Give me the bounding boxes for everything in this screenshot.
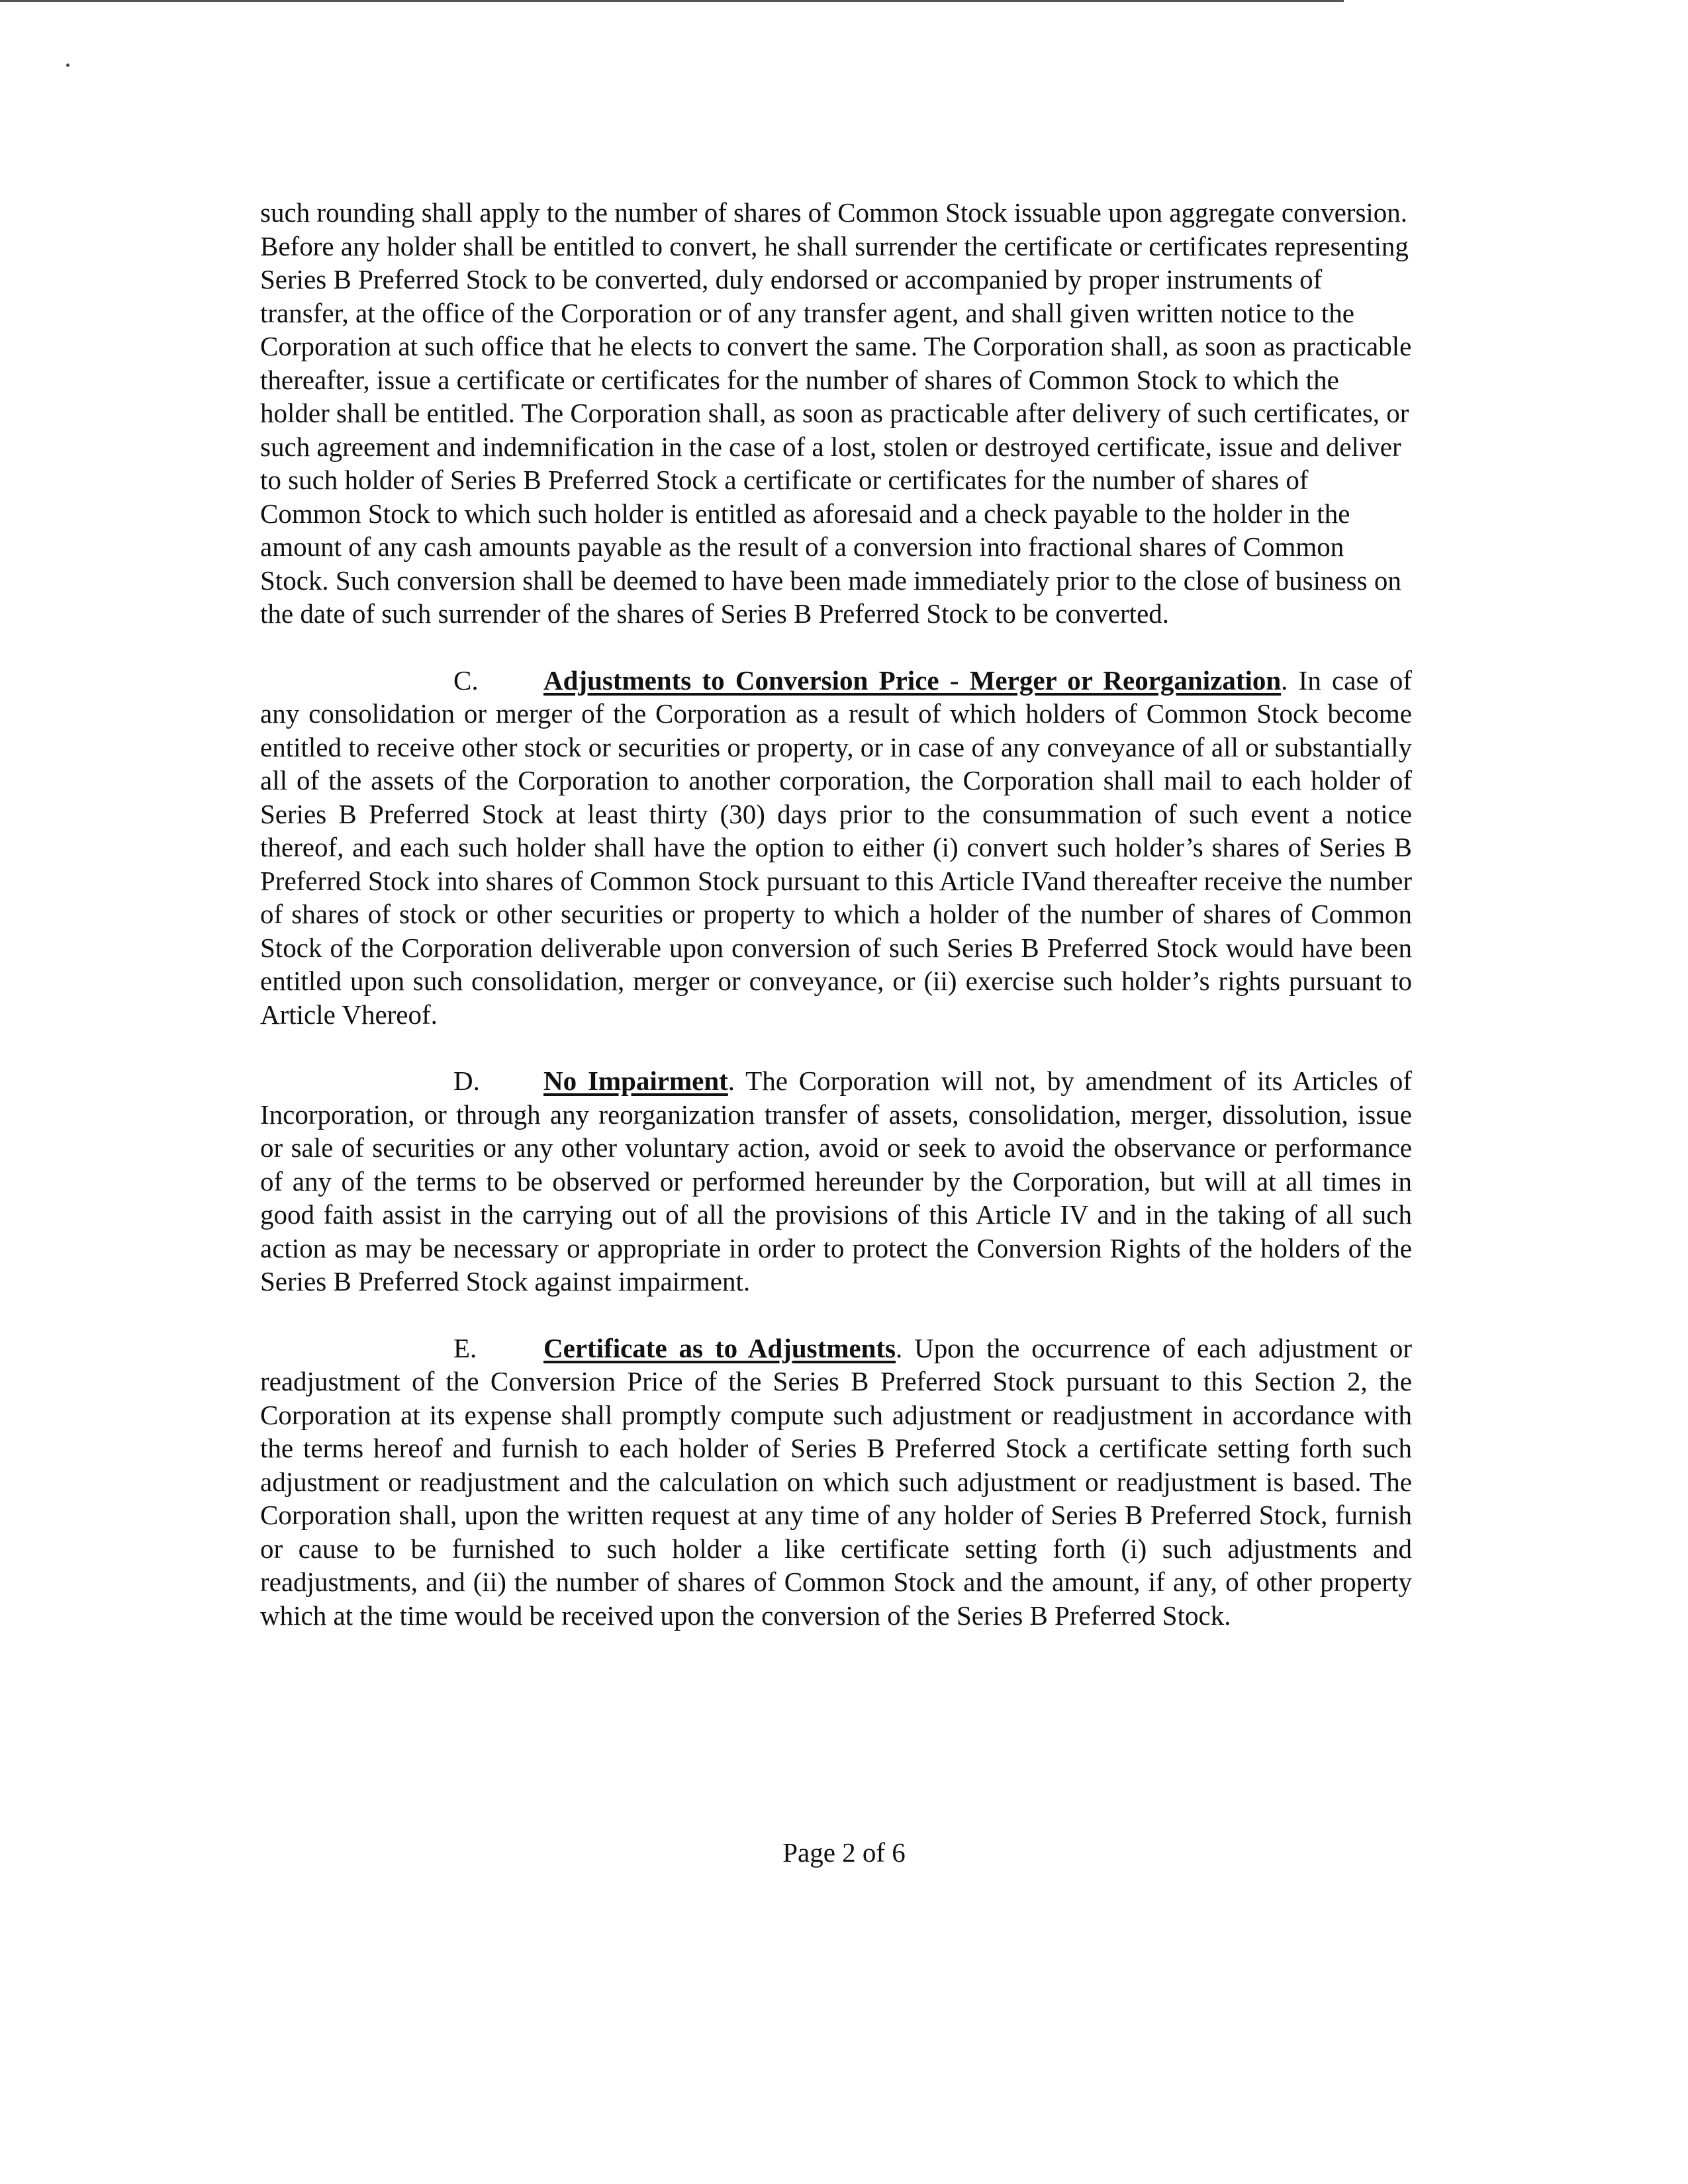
section-c-letter: C.: [453, 664, 479, 696]
continuation-text: such rounding shall apply to the number of shares of Common Stock issuable upon aggregate conversion. Before any holder shall be entitled to convert, he shall surrender the certificate or certificates representing Series B Preferred Stock to be converted, duly endorsed or accompanied by proper instruments of transfer, at the office of the Corporation or of any transfer agent, and shall given written notice to the Corporation at such office that he elects to convert the same. The Corporation shall, as soon as practicable thereafter, issue a certificate or certificates for the number of shares of Common Stock to which the holder shall be entitled. The Corporation shall, as soon as practicable after delivery of such certificates, or such agreement and indemnification in the case of a lost, stolen or destroyed certificate, issue and deliver to such holder of Series B Preferred Stock a certificate or certificates for the number of shares of Common Stock to which such holder is entitled as aforesaid and a check payable to the holder in the amount of any cash amounts payable as the result of a conversion into fractional shares of Common Stock. Such conversion shall be deemed to have been made immediately prior to the close of business on the date of such surrender of the shares of Series B Preferred Stock to be converted.: [260, 197, 1412, 629]
section-c-paragraph: [260, 664, 1412, 1032]
section-d-paragraph: [260, 1064, 1412, 1298]
continuation-paragraph: [260, 196, 1412, 631]
section-d-letter: D.: [453, 1066, 480, 1096]
document-body: [260, 196, 1412, 1665]
section-e-paragraph: [260, 1332, 1412, 1633]
section-d-heading: No Impairment: [543, 1066, 728, 1096]
section-e-text: . Upon the occurrence of each adjustment or readjustment of the Conversion Price of the Series B Preferred Stock pursuant to this Section 2, the Corporation at its expense shall promptly compute such adjustment or readjustment in accordance with the terms hereof and furnish to each holder of Series B Preferred Stock a certificate setting forth such adjustment or readjustment and the calculation on which such adjustment or readjustment is based. The Corporation shall, upon the written request at any time of any holder of Series B Preferred Stock, furnish or cause to be furnished to such holder a like certificate setting forth (i) such adjustments and readjustments, and (ii) the number of shares of Common Stock and the amount, if any, of other property which at the time would be received upon the conversion of the Series B Preferred Stock.: [260, 1332, 1413, 1631]
scan-top-border: [0, 0, 1344, 2]
section-e-letter: E.: [453, 1332, 477, 1363]
section-c-heading: Adjustments to Conversion Price - Merger or Reorganization: [543, 664, 1282, 696]
section-e-heading: Certificate as to Adjustments: [543, 1332, 896, 1363]
section-d-text: . The Corporation will not, by amendment of its Articles of Incorporation, or through any reorganization transfer of assets, consolidation, merger, dissolution, issue or sale of securities or any other voluntary action, avoid or seek to avoid the observance or performance of any of the terms to be observed or performed hereunder by the Corporation, but will at all times in good faith assist in the carrying out of all the provisions of this Article IV and in the taking of all such action as may be necessary or appropriate in order to protect the Conversion Rights of the holders of the Series B Preferred Stock against impairment.: [260, 1066, 1412, 1297]
page-number: Page 2 of 6: [782, 1837, 906, 1868]
section-c-text: . In case of any consolidation or merger of the Corporation as a result of which holders of Common Stock become entitled to receive other stock or securities or property, or in case of any conveyance of all or substantially all of the assets of the Corporation to another corporation, the Corporation shall mail to each holder of Series B Preferred Stock at least thirty (30) days prior to the consummation of such event a notice thereof, and each such holder shall have the option to either (i) convert such holder’s shares of Series B Preferred Stock into shares of Common Stock pursuant to this Article IVand thereafter receive the number of shares of stock or other securities or property to which a holder of the number of shares of Common Stock of the Corporation deliverable upon conversion of such Series B Preferred Stock would have been entitled upon such consolidation, merger or conveyance, or (ii) exercise such holder’s rights pursuant to Article Vhereof.: [260, 664, 1412, 1030]
scan-speck: [66, 64, 70, 67]
